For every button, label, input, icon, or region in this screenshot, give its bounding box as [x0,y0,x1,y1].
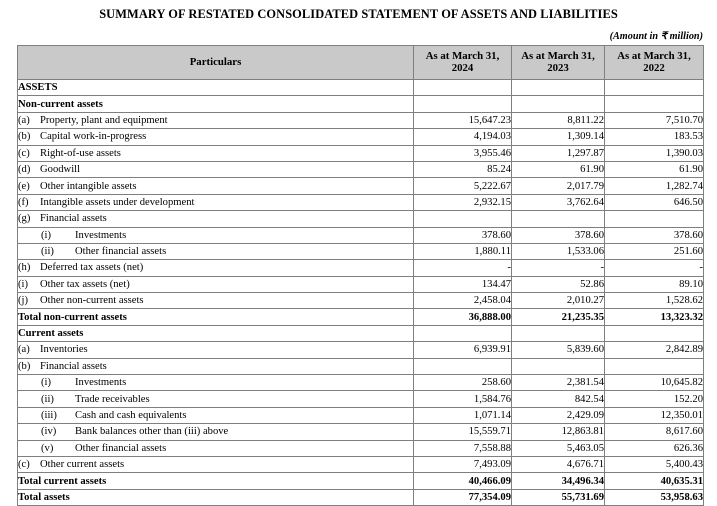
value-cell-y2024: 7,558.88 [414,440,512,456]
row-marker: (i) [41,229,51,241]
value-cell-y2024: 1,584.76 [414,391,512,407]
table-row [18,489,704,505]
value-cell-y2023: 12,863.81 [512,424,605,440]
row-marker: (a) [18,344,30,356]
row-label-cell [18,309,414,325]
row-marker: (a) [18,114,30,126]
row-label-cell [18,227,414,243]
row-label: Other tax assets (net) [40,278,130,290]
row-label-cell [18,473,414,489]
table-row [18,473,704,489]
row-label: Property, plant and equipment [40,114,168,126]
value-cell-y2024: 134.47 [414,276,512,292]
value-cell-y2022 [605,80,704,96]
row-label-cell [18,243,414,259]
page-title: SUMMARY OF RESTATED CONSOLIDATED STATEMENT OF ASSETS AND LIABILITIES [99,7,618,21]
value-cell-y2022 [605,211,704,227]
value-cell-y2023: 8,811.22 [512,112,605,128]
value-cell-y2023 [512,325,605,341]
value-cell-y2023: 5,463.05 [512,440,605,456]
row-label-cell [18,325,414,341]
row-marker: (h) [18,262,31,274]
amount-units-note: (Amount in ₹ million) [609,31,703,42]
row-label: ASSETS [18,82,58,94]
value-cell-y2024: 3,955.46 [414,145,512,161]
row-label-cell [18,440,414,456]
value-cell-y2022: 8,617.60 [605,424,704,440]
value-cell-y2023: 21,235.35 [512,309,605,325]
row-label-cell [18,178,414,194]
table-row [18,161,704,177]
row-label: Bank balances other than (iii) above [75,426,229,438]
value-cell-y2024 [414,325,512,341]
row-label-cell [18,276,414,292]
value-cell-y2024: 378.60 [414,227,512,243]
assets-liabilities-table-wrapper [17,45,703,506]
value-cell-y2023: 2,010.27 [512,293,605,309]
value-cell-y2022: 2,842.89 [605,342,704,358]
table-header-row [18,46,704,80]
table-row [18,358,704,374]
value-cell-y2023: 3,762.64 [512,194,605,210]
row-marker: (iii) [41,410,57,421]
value-cell-y2024: 15,647.23 [414,112,512,128]
table-row [18,440,704,456]
value-cell-y2023 [512,358,605,374]
row-label: Intangible assets under development [40,196,195,208]
value-cell-y2022: 10,645.82 [605,375,704,391]
value-cell-y2022: 1,528.62 [605,293,704,309]
value-cell-y2024: 40,466.09 [414,473,512,489]
value-cell-y2024: 1,880.11 [414,243,512,259]
assets-liabilities-table [17,45,704,506]
column-header-y2022: As at March 31, 2022 [605,46,704,80]
column-header-particulars: Particulars [18,46,414,80]
value-cell-y2022: 7,510.70 [605,112,704,128]
value-cell-y2023: 61.90 [512,161,605,177]
value-cell-y2024: 6,939.91 [414,342,512,358]
value-cell-y2024: 258.60 [414,375,512,391]
table-row [18,145,704,161]
table-row [18,276,704,292]
row-marker: (v) [41,442,54,454]
row-label-cell [18,342,414,358]
value-cell-y2024: - [414,260,512,276]
table-row [18,112,704,128]
value-cell-y2022: 378.60 [605,227,704,243]
row-label-cell [18,407,414,423]
row-marker: (i) [18,278,28,290]
value-cell-y2024: 36,888.00 [414,309,512,325]
value-cell-y2023 [512,211,605,227]
row-marker: (iv) [41,426,57,438]
column-header-y2023: As at March 31, 2023 [512,46,605,80]
table-row [18,260,704,276]
value-cell-y2024 [414,96,512,112]
row-label-cell [18,293,414,309]
row-label: Inventories [40,344,88,356]
value-cell-y2023: 2,017.79 [512,178,605,194]
value-cell-y2023: 5,839.60 [512,342,605,358]
value-cell-y2022: 1,390.03 [605,145,704,161]
row-label: Trade receivables [75,393,150,405]
table-row [18,424,704,440]
row-marker: (i) [41,377,51,389]
value-cell-y2024: 4,194.03 [414,129,512,145]
table-header [18,46,704,80]
value-cell-y2022: 626.36 [605,440,704,456]
table-row [18,80,704,96]
row-label-cell [18,112,414,128]
row-marker: (d) [18,164,31,176]
value-cell-y2022: - [605,260,704,276]
row-label: Other current assets [40,459,125,471]
value-cell-y2024: 15,559.71 [414,424,512,440]
value-cell-y2023: 842.54 [512,391,605,407]
row-marker: (g) [18,213,31,225]
value-cell-y2022: 89.10 [605,276,704,292]
value-cell-y2023: - [512,260,605,276]
value-cell-y2024: 5,222.67 [414,178,512,194]
row-label: Non-current assets [18,98,103,110]
value-cell-y2022: 5,400.43 [605,456,704,472]
value-cell-y2022: 12,350.01 [605,407,704,423]
table-row [18,243,704,259]
row-label-cell [18,96,414,112]
value-cell-y2023: 34,496.34 [512,473,605,489]
value-cell-y2023: 1,297.87 [512,145,605,161]
value-cell-y2022: 183.53 [605,129,704,145]
row-marker: (c) [18,147,30,159]
row-label: Goodwill [40,164,81,176]
value-cell-y2024 [414,80,512,96]
table-row [18,407,704,423]
table-row [18,96,704,112]
value-cell-y2023: 52.86 [512,276,605,292]
table-row [18,293,704,309]
value-cell-y2022: 251.60 [605,243,704,259]
value-cell-y2024: 7,493.09 [414,456,512,472]
row-marker: (f) [18,196,29,208]
value-cell-y2022 [605,96,704,112]
value-cell-y2022: 1,282.74 [605,178,704,194]
row-marker: (b) [18,360,31,372]
row-marker: (j) [18,295,28,307]
value-cell-y2024 [414,211,512,227]
row-label-cell [18,80,414,96]
row-label: Total non-current assets [18,311,127,323]
row-label: Right-of-use assets [40,147,121,159]
value-cell-y2022: 61.90 [605,161,704,177]
value-cell-y2022 [605,325,704,341]
value-cell-y2024: 85.24 [414,161,512,177]
value-cell-y2022: 53,958.63 [605,489,704,505]
row-label: Total assets [18,491,70,503]
value-cell-y2024 [414,358,512,374]
row-label: Financial assets [40,360,107,372]
value-cell-y2023 [512,96,605,112]
table-row [18,194,704,210]
row-label: Capital work-in-progress [40,131,147,143]
row-label: Other non-current assets [40,295,144,307]
row-marker: (c) [18,459,30,471]
table-row [18,227,704,243]
table-row [18,375,704,391]
row-label: Cash and cash equivalents [75,410,187,421]
row-marker: (ii) [41,393,54,405]
table-body [18,80,704,506]
row-label: Financial assets [40,213,107,225]
row-label-cell [18,260,414,276]
row-label-cell [18,358,414,374]
value-cell-y2022: 152.20 [605,391,704,407]
row-label: Investments [75,377,127,389]
row-label-cell [18,145,414,161]
value-cell-y2024: 77,354.09 [414,489,512,505]
value-cell-y2023: 378.60 [512,227,605,243]
row-label: Other intangible assets [40,180,137,192]
row-label-cell [18,391,414,407]
row-marker: (e) [18,180,30,192]
row-label: Other financial assets [75,246,167,258]
table-row [18,456,704,472]
value-cell-y2022 [605,358,704,374]
row-label-cell [18,194,414,210]
value-cell-y2024: 2,458.04 [414,293,512,309]
value-cell-y2023: 1,533.06 [512,243,605,259]
value-cell-y2022: 40,635.31 [605,473,704,489]
row-marker: (b) [18,131,31,143]
row-marker: (ii) [41,246,54,258]
row-label: Current assets [18,328,84,340]
row-label-cell [18,211,414,227]
table-row [18,129,704,145]
row-label: Total current assets [18,475,107,487]
row-label-cell [18,424,414,440]
row-label: Investments [75,229,127,241]
row-label-cell [18,161,414,177]
value-cell-y2023: 2,381.54 [512,375,605,391]
row-label-cell [18,129,414,145]
row-label: Other financial assets [75,442,167,454]
row-label-cell [18,456,414,472]
column-header-y2024: As at March 31, 2024 [414,46,512,80]
row-label: Deferred tax assets (net) [40,262,144,274]
value-cell-y2023: 2,429.09 [512,407,605,423]
table-row [18,342,704,358]
value-cell-y2022: 646.50 [605,194,704,210]
table-row [18,211,704,227]
table-row [18,391,704,407]
value-cell-y2023: 1,309.14 [512,129,605,145]
table-row [18,309,704,325]
row-label-cell [18,375,414,391]
table-row [18,178,704,194]
value-cell-y2024: 1,071.14 [414,407,512,423]
value-cell-y2023: 4,676.71 [512,456,605,472]
row-label-cell [18,489,414,505]
value-cell-y2024: 2,932.15 [414,194,512,210]
value-cell-y2023 [512,80,605,96]
value-cell-y2022: 13,323.32 [605,309,704,325]
table-row [18,325,704,341]
value-cell-y2023: 55,731.69 [512,489,605,505]
